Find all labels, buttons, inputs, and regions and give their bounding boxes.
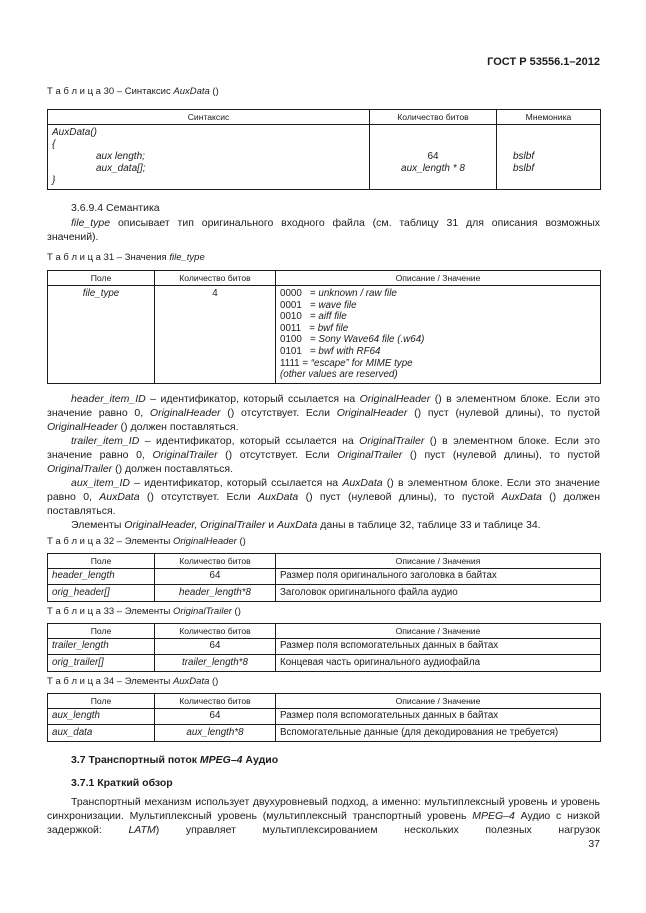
table33-header-desc: Описание / Значение — [276, 623, 601, 638]
desc-line: 0010 = aiff file — [280, 311, 347, 323]
desc-line: 0011 = bwf file — [280, 322, 349, 334]
paragraph-aux-item-id: aux_item_ID – идентификатор, который ссылается на AuxData () в элементном блоке. Если это значение равно 0, AuxData () отсутствует. Если AuxData () пуст (нулевой длины), то пустой AuxData () должен поставляться. — [47, 476, 601, 517]
table32-caption: Т а б л и ц а 32 – Элементы OriginalHeader () — [47, 535, 246, 547]
page-number: 37 — [588, 838, 600, 850]
table31-body-row — [48, 286, 601, 384]
bits-cell: 64 — [155, 708, 276, 725]
field-cell: orig_header[] — [48, 585, 155, 602]
desc-cell: Вспомогательные данные (для декодирования не требуется) — [276, 725, 601, 742]
paragraph-transport: Транспортный механизм использует двухуровневый подход, а именно: мультиплексный уровень и уровень синхронизации. Мультиплексный уровень (мультиплексный транспортный уровень MPEG–4 Аудио с низкой задержкой: LATM) управляет мультиплексированием нескольких полезных нагрузок — [47, 795, 600, 836]
table31-file-type-values — [47, 270, 601, 384]
syntax-line: AuxData() — [52, 127, 98, 138]
table30-header-mnemonic: Мнемоника — [497, 110, 601, 125]
table33-header-row — [48, 623, 601, 638]
desc-line: 0000 = unknown / raw file — [280, 288, 397, 299]
bits-line — [374, 127, 492, 139]
table34-header-bits: Количество битов — [155, 693, 276, 708]
bits-value: 4 — [212, 288, 218, 299]
table34-header-desc: Описание / Значение — [276, 693, 601, 708]
field-cell: orig_trailer[] — [48, 655, 155, 672]
desc-line: 0101 = bwf with RF64 — [280, 345, 381, 357]
field-cell: aux_data — [48, 725, 155, 742]
table34-header-row — [48, 693, 601, 708]
table-row — [48, 585, 601, 602]
table34-caption: Т а б л и ц а 34 – Элементы AuxData () — [47, 675, 219, 687]
bits-cell: aux_length*8 — [155, 725, 276, 742]
mnemonic-line — [513, 175, 596, 187]
desc-cell: Размер поля оригинального заголовка в байтах — [276, 568, 601, 585]
bits-cell: trailer_length*8 — [155, 655, 276, 672]
table34-auxdata-elements — [47, 693, 601, 742]
field-cell: aux_length — [48, 708, 155, 725]
bits-line — [374, 175, 492, 187]
paragraph-elements-ref: Элементы OriginalHeader, OriginalTrailer и AuxData даны в таблице 32, таблице 33 и таблице 34. — [71, 518, 541, 531]
bits-cell: 64 — [155, 638, 276, 655]
section-3694-title: 3.6.9.4 Семантика — [71, 202, 160, 214]
table-row — [48, 708, 601, 725]
bits-line — [374, 139, 492, 151]
table30-caption: Т а б л и ц а 30 – Синтаксис AuxData () — [47, 86, 219, 97]
table32-originalheader-elements — [47, 553, 601, 602]
bits-line: aux_length * 8 — [401, 163, 465, 174]
section-37-title: 3.7 Транспортный поток MPEG–4 Аудио — [71, 753, 279, 766]
desc-cell: Заголовок оригинального файла аудио — [276, 585, 601, 602]
table32-header-row — [48, 553, 601, 568]
desc-line: 1111 = “escape” for MIME type — [280, 357, 413, 369]
table30-syntax-cell — [48, 125, 370, 190]
table33-caption: Т а б л и ц а 33 – Элементы OriginalTrailer () — [47, 605, 241, 617]
table33-header-bits: Количество битов — [155, 623, 276, 638]
table32-header-field: Поле — [48, 553, 155, 568]
table-row — [48, 568, 601, 585]
syntax-line: aux length; — [96, 151, 145, 162]
bits-cell: 64 — [155, 568, 276, 585]
paragraph-file-type: file_type описывает тип оригинального входного файла (см. таблицу 31 для описания возможных значений). — [47, 217, 600, 243]
bits-cell: header_length*8 — [155, 585, 276, 602]
table30-header-row — [48, 110, 601, 125]
table33-header-field: Поле — [48, 623, 155, 638]
table31-header-row — [48, 271, 601, 286]
syntax-line: aux_data[]; — [96, 163, 146, 174]
desc-cell: Концевая часть оригинального аудиофайла — [276, 655, 601, 672]
table30-header-syntax: Синтаксис — [48, 110, 370, 125]
field-name: file_type — [82, 288, 120, 299]
page-content — [47, 56, 600, 837]
table31-caption: Т а б л и ц а 31 – Значения file_type — [47, 252, 205, 263]
desc-line: 0001 = wave file — [280, 299, 357, 311]
table31-desc-cell — [276, 286, 601, 384]
syntax-line: { — [52, 139, 56, 150]
mnemonic-line: bslbf — [513, 163, 535, 174]
table31-field-cell — [48, 286, 155, 384]
table31-header-desc: Описание / Значение — [276, 271, 601, 286]
desc-line: (other values are reserved) — [280, 369, 398, 381]
table30-syntax-auxdata — [47, 109, 601, 190]
syntax-line: } — [52, 175, 56, 186]
doc-number: ГОСТ Р 53556.1–2012 — [487, 56, 600, 68]
mnemonic-line: bslbf — [513, 151, 535, 162]
field-cell: header_length — [48, 568, 155, 585]
semantics-paragraphs — [47, 392, 600, 532]
table30-mnemonic-cell — [497, 125, 601, 190]
mnemonic-line — [513, 139, 596, 151]
table31-bits-cell — [155, 286, 276, 384]
desc-cell: Размер поля вспомогательных данных в байтах — [276, 708, 601, 725]
table34-header-field: Поле — [48, 693, 155, 708]
field-cell: trailer_length — [48, 638, 155, 655]
table33-originaltrailer-elements — [47, 623, 601, 672]
table-row — [48, 638, 601, 655]
table30-header-bits: Количество битов — [370, 110, 497, 125]
section-371-title: 3.7.1 Краткий обзор — [71, 776, 173, 789]
table31-header-bits: Количество битов — [155, 271, 276, 286]
table-row — [48, 725, 601, 742]
paragraph-trailer-item-id: trailer_item_ID – идентификатор, который ссылается на OriginalTrailer () в элементном блоке. Если это значение равно 0, OriginalTrailer () отсутствует. Если OriginalTrailer () пуст (нулевой длины), то пустой OriginalTrailer () должен поставляться. — [47, 434, 601, 475]
table30-body-row — [48, 125, 601, 190]
table32-header-bits: Количество битов — [155, 553, 276, 568]
desc-cell: Размер поля вспомогательных данных в байтах — [276, 638, 601, 655]
mnemonic-line — [513, 127, 596, 139]
table31-header-field: Поле — [48, 271, 155, 286]
table30-bits-cell — [370, 125, 497, 190]
table32-header-desc: Описание / Значения — [276, 553, 601, 568]
table-row — [48, 655, 601, 672]
bits-line: 64 — [427, 151, 439, 162]
paragraph-header-item-id: header_item_ID – идентификатор, который ссылается на OriginalHeader () в элементном блоке. Если это значение равно 0, OriginalHeader () отсутствует. Если OriginalHeader () пуст (нулевой длины), то пустой OriginalHeader () должен поставляться. — [47, 392, 601, 433]
desc-line: 0100 = Sony Wave64 file (.w64) — [280, 334, 425, 346]
